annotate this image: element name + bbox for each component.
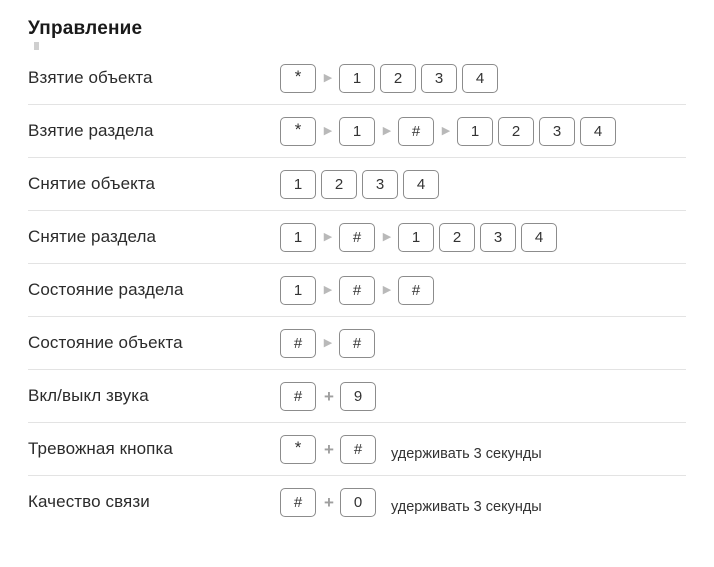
- command-row: [28, 423, 686, 476]
- arrow-right-icon: ▶: [323, 124, 333, 137]
- key-sequence: [280, 170, 686, 199]
- keypad-key[interactable]: 4: [462, 64, 498, 93]
- keypad-key[interactable]: *: [280, 64, 316, 93]
- key-sequence: [280, 223, 686, 252]
- command-label: Состояние объекта: [28, 333, 183, 352]
- command-label: Снятие объекта: [28, 174, 156, 193]
- command-row: [28, 317, 686, 370]
- arrow-right-icon: ▶: [323, 336, 333, 349]
- key-sequence: [280, 488, 686, 517]
- keypad-key[interactable]: 1: [339, 64, 375, 93]
- plus-icon: +: [324, 492, 334, 512]
- command-row: [28, 476, 686, 528]
- command-row: [28, 264, 686, 317]
- command-label: Взятие раздела: [28, 121, 154, 140]
- key-sequence: [280, 329, 686, 358]
- command-row: [28, 211, 686, 264]
- keypad-key[interactable]: 4: [580, 117, 616, 146]
- keypad-key[interactable]: 2: [321, 170, 357, 199]
- arrow-right-icon: ▶: [323, 283, 333, 296]
- arrow-right-icon: ▶: [382, 283, 392, 296]
- command-label: Взятие объекта: [28, 68, 153, 87]
- arrow-right-icon: ▶: [382, 124, 392, 137]
- command-row: [28, 370, 686, 423]
- keypad-key[interactable]: #: [339, 329, 375, 358]
- keypad-key[interactable]: 1: [280, 223, 316, 252]
- plus-icon: +: [324, 439, 334, 459]
- keypad-key[interactable]: 3: [362, 170, 398, 199]
- command-label: Вкл/выкл звука: [28, 386, 149, 405]
- arrow-right-icon: ▶: [441, 124, 451, 137]
- keypad-key[interactable]: *: [280, 435, 316, 464]
- title-tick-mark: [34, 42, 39, 50]
- keypad-key[interactable]: #: [280, 329, 316, 358]
- page-title: Управление: [28, 18, 143, 39]
- keypad-key[interactable]: 3: [539, 117, 575, 146]
- arrow-right-icon: ▶: [323, 71, 333, 84]
- keypad-key[interactable]: #: [340, 435, 376, 464]
- keypad-key[interactable]: 1: [339, 117, 375, 146]
- keypad-key[interactable]: 9: [340, 382, 376, 411]
- command-note: удерживать 3 секунды: [391, 498, 542, 515]
- plus-icon: +: [324, 386, 334, 406]
- command-label: Качество связи: [28, 492, 150, 511]
- keypad-key[interactable]: 1: [398, 223, 434, 252]
- keypad-key[interactable]: 3: [421, 64, 457, 93]
- command-label: Тревожная кнопка: [28, 439, 173, 458]
- key-sequence: [280, 382, 686, 411]
- keypad-key[interactable]: #: [339, 276, 375, 305]
- arrow-right-icon: ▶: [323, 230, 333, 243]
- commands-list: [28, 52, 686, 528]
- command-row: [28, 158, 686, 211]
- keypad-key[interactable]: 1: [457, 117, 493, 146]
- command-row: [28, 52, 686, 105]
- key-sequence: [280, 64, 686, 93]
- keypad-key[interactable]: 2: [498, 117, 534, 146]
- command-row: [28, 105, 686, 158]
- keypad-key[interactable]: 0: [340, 488, 376, 517]
- keypad-key[interactable]: #: [280, 382, 316, 411]
- key-sequence: [280, 117, 686, 146]
- keypad-key[interactable]: #: [280, 488, 316, 517]
- arrow-right-icon: ▶: [382, 230, 392, 243]
- command-label: Состояние раздела: [28, 280, 184, 299]
- keypad-key[interactable]: 4: [521, 223, 557, 252]
- keypad-key[interactable]: #: [339, 223, 375, 252]
- keypad-key[interactable]: 2: [380, 64, 416, 93]
- key-sequence: [280, 276, 686, 305]
- key-sequence: [280, 435, 686, 464]
- command-label: Снятие раздела: [28, 227, 157, 246]
- keypad-key[interactable]: 1: [280, 170, 316, 199]
- keypad-key[interactable]: 3: [480, 223, 516, 252]
- keypad-key[interactable]: 4: [403, 170, 439, 199]
- keypad-key[interactable]: #: [398, 117, 434, 146]
- keypad-key[interactable]: 2: [439, 223, 475, 252]
- keypad-key[interactable]: *: [280, 117, 316, 146]
- keypad-key[interactable]: 1: [280, 276, 316, 305]
- keypad-key[interactable]: #: [398, 276, 434, 305]
- command-note: удерживать 3 секунды: [391, 445, 542, 462]
